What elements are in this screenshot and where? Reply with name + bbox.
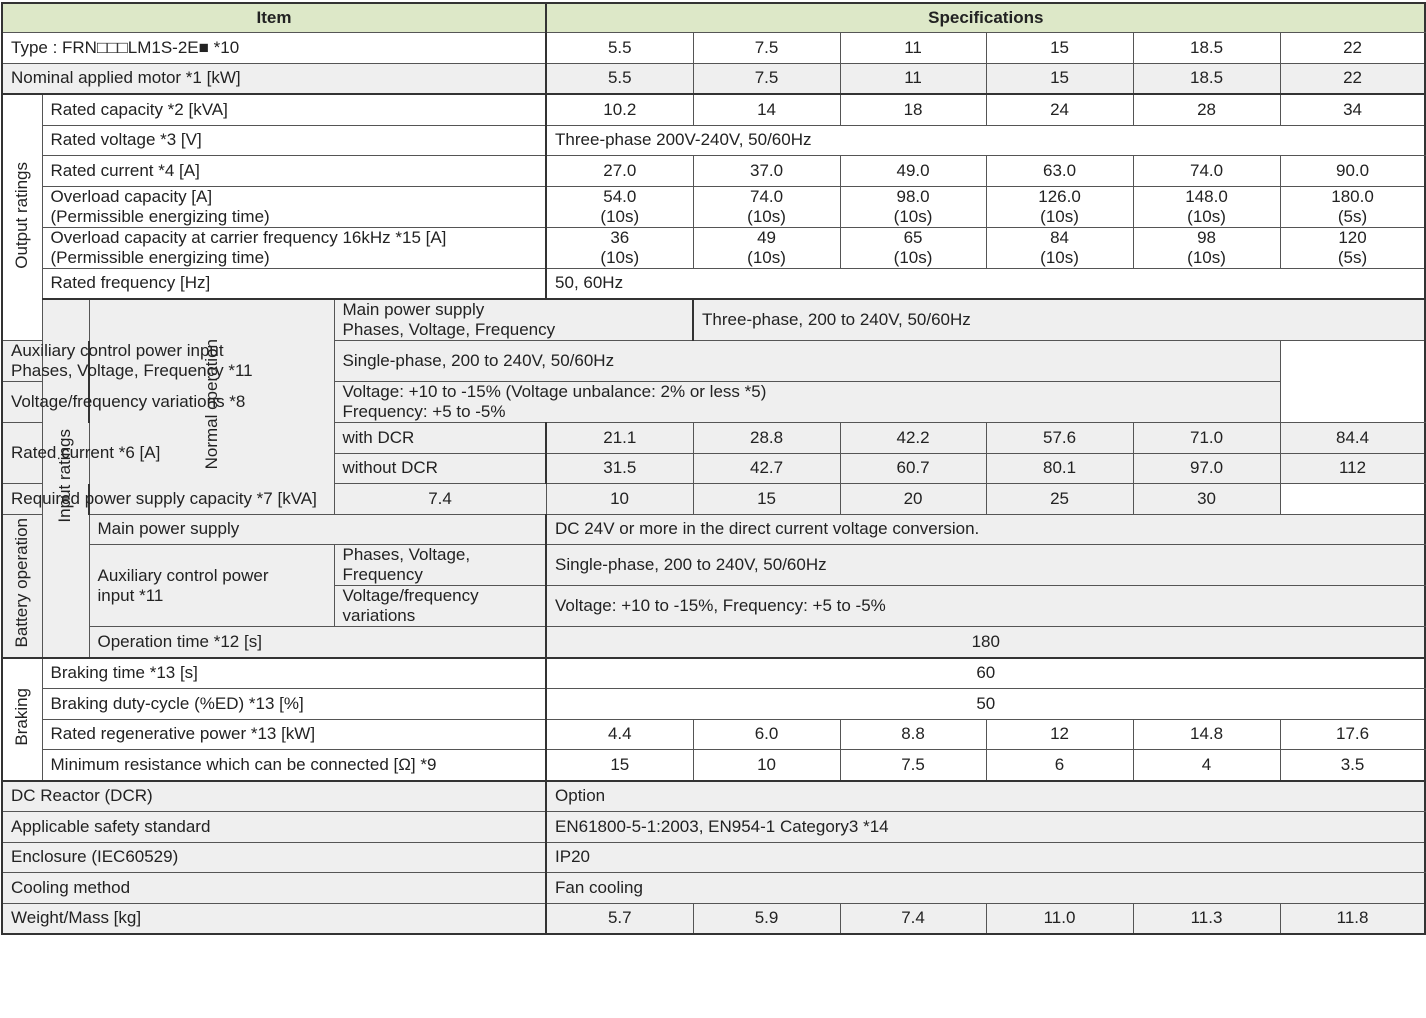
row-type — [2, 33, 1425, 64]
cell: 15 — [986, 33, 1133, 64]
value: (10s) — [747, 206, 786, 226]
label-line: Overload capacity [A] — [50, 186, 213, 206]
cell: DC 24V or more in the direct current voltage conversion. — [546, 514, 1425, 545]
row-label — [42, 186, 546, 227]
row-overload-capacity — [2, 186, 1425, 227]
value: (5s) — [1337, 206, 1368, 226]
value: 126.0 — [1038, 186, 1081, 206]
cell: 18.5 — [1133, 33, 1280, 64]
row-label: Cooling method — [2, 873, 546, 904]
sub-label — [334, 545, 546, 586]
label-line: (Permissible energizing time) — [50, 206, 270, 226]
cell: 7.5 — [693, 33, 840, 64]
label-line: Frequency — [342, 565, 423, 584]
cell: 5.9 — [693, 903, 840, 934]
cell: 15 — [986, 63, 1133, 94]
row-enclosure — [2, 842, 1425, 873]
cell: 60 — [546, 658, 1425, 689]
specifications-table — [1, 2, 1426, 935]
sub-label: without DCR — [334, 453, 546, 484]
cell: 180 — [546, 627, 1425, 658]
row-braking-time — [2, 658, 1425, 689]
cell: 10 — [693, 750, 840, 781]
cell: 18 — [840, 94, 986, 125]
value: (10s) — [1187, 247, 1226, 267]
value: Voltage: +10 to -15% (Voltage unbalance: 2% or less *5) — [342, 382, 767, 401]
cell: 30 — [1133, 484, 1280, 515]
value: 36 — [610, 227, 630, 247]
group-battery-operation — [2, 514, 42, 658]
cell: 7.5 — [840, 750, 986, 781]
cell — [546, 186, 693, 227]
value: 49 — [757, 227, 776, 247]
value: 98 — [1197, 227, 1216, 247]
cell — [693, 227, 840, 268]
sub-label — [334, 586, 546, 627]
cell — [1280, 186, 1425, 227]
cell: 11.0 — [986, 903, 1133, 934]
cell: 74.0 — [1133, 156, 1280, 187]
row-label: Braking time *13 [s] — [42, 658, 546, 689]
cell: 14 — [693, 94, 840, 125]
row-label: Enclosure (IEC60529) — [2, 842, 546, 873]
cell: 11 — [840, 33, 986, 64]
row-weight — [2, 903, 1425, 934]
cell — [1280, 227, 1425, 268]
row-dc-reactor — [2, 781, 1425, 812]
value: (10s) — [600, 247, 640, 267]
row-label — [89, 545, 334, 627]
value: (10s) — [893, 247, 933, 267]
cell: 24 — [986, 94, 1133, 125]
label-line: variations — [342, 606, 416, 625]
cell: 7.4 — [334, 484, 546, 515]
cell: EN61800-5-1:2003, EN954-1 Category3 *14 — [546, 812, 1425, 843]
value: (10s) — [1040, 247, 1079, 267]
cell: 28 — [1133, 94, 1280, 125]
row-rated-current — [2, 156, 1425, 187]
cell: 18.5 — [1133, 63, 1280, 94]
cell: Single-phase, 200 to 240V, 50/60Hz — [546, 545, 1425, 586]
cell: Single-phase, 200 to 240V, 50/60Hz — [334, 341, 1280, 382]
value: (5s) — [1337, 247, 1368, 267]
cell: 57.6 — [986, 423, 1133, 454]
label-line: Overload capacity at carrier frequency 16kHz *15 [A] — [50, 227, 447, 247]
cell: 6 — [986, 750, 1133, 781]
label-line: Auxiliary control power — [97, 565, 269, 585]
row-nominal-motor — [2, 63, 1425, 94]
row-label: Minimum resistance which can be connected [Ω] *9 — [42, 750, 546, 781]
row-cooling-method — [2, 873, 1425, 904]
row-label: Rated frequency [Hz] — [42, 268, 546, 299]
value: (10s) — [600, 206, 640, 226]
row-label — [42, 227, 546, 268]
cell: 8.8 — [840, 719, 986, 750]
row-label: Operation time *12 [s] — [89, 627, 546, 658]
row-label: Main power supply — [89, 514, 546, 545]
cell: 7.5 — [693, 63, 840, 94]
value: 84 — [1050, 227, 1069, 247]
row-label: Rated capacity *2 [kVA] — [42, 94, 546, 125]
group-label: Output ratings — [12, 161, 32, 269]
row-rated-voltage — [2, 125, 1425, 156]
cell: 22 — [1280, 33, 1425, 64]
cell: 80.1 — [986, 453, 1133, 484]
label-line: Phases, Voltage, — [342, 545, 471, 564]
cell: 60.7 — [840, 453, 986, 484]
cell: 21.1 — [546, 423, 693, 454]
row-safety-standard — [2, 812, 1425, 843]
group-braking — [2, 658, 42, 781]
cell: 20 — [840, 484, 986, 515]
value: 180.0 — [1331, 186, 1374, 206]
cell: 5.5 — [546, 33, 693, 64]
value: Frequency: +5 to -5% — [342, 402, 506, 421]
cell: 112 — [1280, 453, 1425, 484]
value: 65 — [903, 227, 923, 247]
row-label: Rated voltage *3 [V] — [42, 125, 546, 156]
value: 120 — [1338, 227, 1367, 247]
cell — [1133, 186, 1280, 227]
cell: 10.2 — [546, 94, 693, 125]
cell: 42.2 — [840, 423, 986, 454]
cell: 63.0 — [986, 156, 1133, 187]
row-regenerative-power — [2, 719, 1425, 750]
cell: Three-phase 200V-240V, 50/60Hz — [546, 125, 1425, 156]
row-label: Nominal applied motor *1 [kW] — [2, 63, 546, 94]
cell — [840, 186, 986, 227]
cell: Option — [546, 781, 1425, 812]
row-label: DC Reactor (DCR) — [2, 781, 546, 812]
cell: 25 — [986, 484, 1133, 515]
label-line: input *11 — [97, 585, 164, 605]
label-line: Voltage/frequency — [342, 586, 479, 605]
cell: 4.4 — [546, 719, 693, 750]
row-label: Rated regenerative power *13 [kW] — [42, 719, 546, 750]
cell: 17.6 — [1280, 719, 1425, 750]
value: 74.0 — [749, 186, 784, 206]
cell — [693, 186, 840, 227]
cell: 42.7 — [693, 453, 840, 484]
cell: 49.0 — [840, 156, 986, 187]
group-label: Braking — [12, 687, 32, 746]
cell: 10 — [546, 484, 693, 515]
row-min-resistance — [2, 750, 1425, 781]
cell: 34 — [1280, 94, 1425, 125]
cell: 37.0 — [693, 156, 840, 187]
cell: Voltage: +10 to -15%, Frequency: +5 to -5% — [546, 586, 1425, 627]
cell: 12 — [986, 719, 1133, 750]
value: 98.0 — [896, 186, 930, 206]
cell: 5.7 — [546, 903, 693, 934]
group-label: Battery operation — [12, 518, 32, 648]
row-label: Voltage/frequency variations *8 — [2, 382, 89, 423]
cell — [334, 382, 1280, 423]
cell — [546, 227, 693, 268]
row-rated-frequency — [2, 268, 1425, 299]
cell: 28.8 — [693, 423, 840, 454]
cell: 11 — [840, 63, 986, 94]
cell: 31.5 — [546, 453, 693, 484]
cell: 90.0 — [1280, 156, 1425, 187]
cell: 22 — [1280, 63, 1425, 94]
cell — [840, 227, 986, 268]
value: (10s) — [893, 206, 933, 226]
cell: 14.8 — [1133, 719, 1280, 750]
row-label: Applicable safety standard — [2, 812, 546, 843]
value: (10s) — [747, 247, 786, 267]
row-rated-capacity — [2, 94, 1425, 125]
row-battery-main-power — [2, 514, 1425, 545]
cell: 6.0 — [693, 719, 840, 750]
label-line: Phases, Voltage, Frequency — [342, 320, 556, 339]
cell: 15 — [693, 484, 840, 515]
header-specifications: Specifications — [546, 3, 1425, 33]
cell: Three-phase, 200 to 240V, 50/60Hz — [693, 299, 1425, 341]
row-label: Braking duty-cycle (%ED) *13 [%] — [42, 689, 546, 720]
cell: 3.5 — [1280, 750, 1425, 781]
cell — [986, 227, 1133, 268]
row-label: Type : FRN□□□LM1S-2E■ *10 — [2, 33, 546, 64]
cell: IP20 — [546, 842, 1425, 873]
cell: 4 — [1133, 750, 1280, 781]
row-label: Rated current *6 [A] — [2, 423, 42, 484]
cell: 27.0 — [546, 156, 693, 187]
cell — [1133, 227, 1280, 268]
row-main-power-supply — [2, 299, 1425, 341]
cell: 11.3 — [1133, 903, 1280, 934]
group-label: Normal operation — [201, 339, 221, 470]
row-battery-aux-phases — [2, 545, 1425, 586]
cell: 71.0 — [1133, 423, 1280, 454]
label-line: Main power supply — [342, 300, 485, 319]
cell — [986, 186, 1133, 227]
group-label: Input ratings — [55, 428, 75, 523]
cell: 97.0 — [1133, 453, 1280, 484]
label-line: Phases, Voltage, Frequency *11 — [11, 361, 253, 380]
cell: 11.8 — [1280, 903, 1425, 934]
cell: 7.4 — [840, 903, 986, 934]
cell: 84.4 — [1280, 423, 1425, 454]
cell: 50 — [546, 689, 1425, 720]
row-overload-capacity-16khz — [2, 227, 1425, 268]
header-item: Item — [2, 3, 546, 33]
cell: 50, 60Hz — [546, 268, 1425, 299]
row-label — [334, 299, 693, 341]
row-label — [2, 341, 253, 382]
cell: 15 — [546, 750, 693, 781]
value: (10s) — [1187, 206, 1226, 226]
row-label: Rated current *4 [A] — [42, 156, 546, 187]
label-line: (Permissible energizing time) — [50, 247, 270, 267]
cell: Fan cooling — [546, 873, 1425, 904]
value: (10s) — [1040, 206, 1079, 226]
row-braking-duty — [2, 689, 1425, 720]
row-label: Weight/Mass [kg] — [2, 903, 546, 934]
value: 148.0 — [1185, 186, 1228, 206]
label-line: Auxiliary control power input — [11, 341, 224, 360]
group-output-ratings — [2, 94, 42, 341]
row-operation-time — [2, 627, 1425, 658]
sub-label: with DCR — [334, 423, 546, 454]
row-label: Required power supply capacity *7 [kVA] — [2, 484, 89, 515]
cell: 5.5 — [546, 63, 693, 94]
value: 54.0 — [603, 186, 637, 206]
